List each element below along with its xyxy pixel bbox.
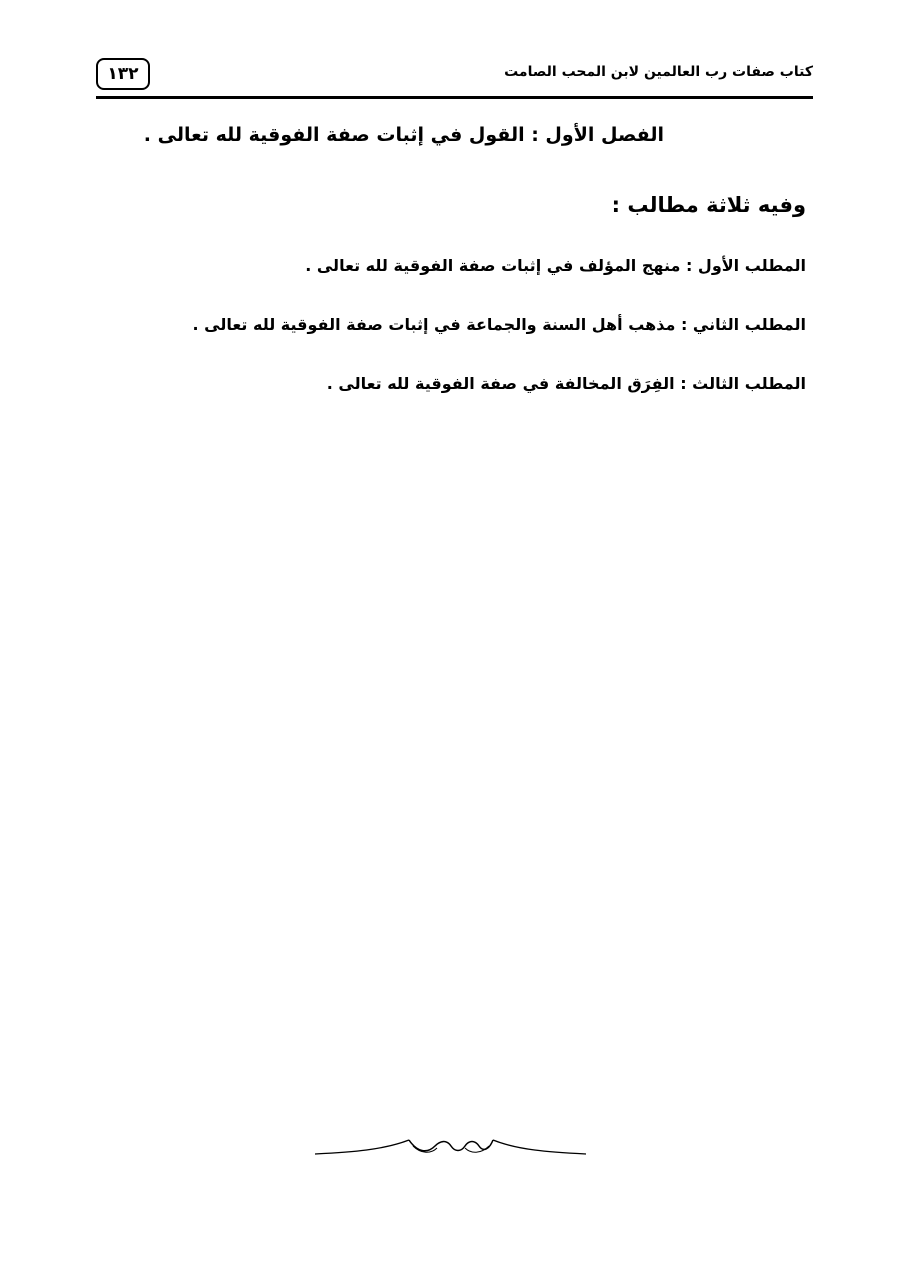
section-item-3: المطلب الثالث : الفِرَق المخالفة في صفة الفوقية لله تعالى . [326, 374, 806, 393]
chapter-title: الفصل الأول : القول في إثبات صفة الفوقية لله تعالى . [143, 124, 664, 146]
decorative-divider-icon [313, 1132, 588, 1168]
book-title: كتاب صفات رب العالمين لابن المحب الصامت [504, 64, 813, 80]
section-item-2: المطلب الثاني : مذهب أهل السنة والجماعة في إثبات صفة الفوقية لله تعالى . [192, 315, 806, 334]
page-header [96, 56, 813, 99]
page-number: ١٣٢ [96, 58, 150, 90]
section-item-1: المطلب الأول : منهج المؤلف في إثبات صفة الفوقية لله تعالى . [305, 256, 806, 275]
sections-intro: وفيه ثلاثة مطالب : [611, 193, 806, 217]
